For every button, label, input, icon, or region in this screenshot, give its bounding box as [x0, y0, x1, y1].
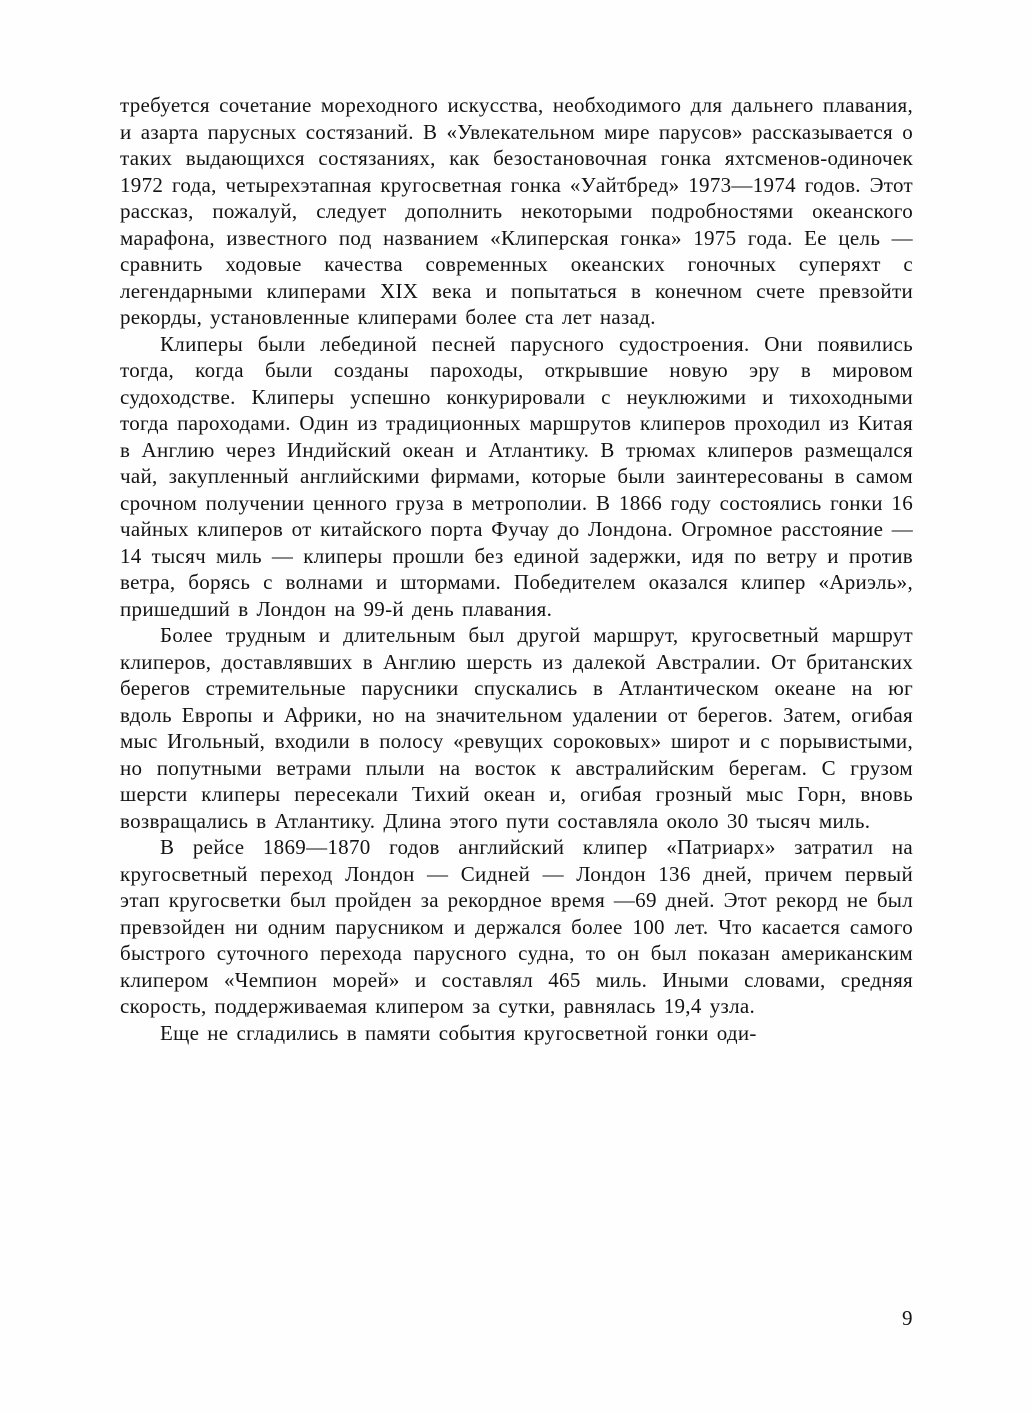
paragraph-4: В рейсе 1869—1870 годов английский клипер «Патриарх» затратил на кругосветный переход Лондон — Сидней — Лондон 136 дней, причем первый этап кругосветки был пройден за рекордное время —69 дней. Этот рекорд не был превзойден ни одним парусником и держался более 100 лет. Что касается самого быстрого суточного перехода парусного судна, то он был показан американским клипером «Чемпион морей» и составлял 465 миль. Иными словами, средняя скорость, поддерживаемая клипером за сутки, равнялась 19,4 узла.	[120, 835, 913, 1018]
page-number: 9	[902, 1306, 913, 1330]
paragraph-1: требуется сочетание мореходного искусства, необходимого для дальнего плавания, и азарта парусных состязаний. В «Увлекательном мире парусов» рассказывается о таких выдающихся состязаниях, как безостановочная гонка яхтсменов-одиночек 1972 года, четырехэтапная кругосветная гонка «Уайтбред» 1973—1974 годов. Этот рассказ, пожалуй, следует дополнить некоторыми подробностями океанского марафона, известного под названием «Клиперская гонка» 1975 года. Ее цель — сравнить ходовые качества современных океанских гоночных суперяхт с легендарными клиперами XIX века и попытаться в конечном счете превзойти рекорды, установленные клиперами более ста лет назад.	[120, 93, 913, 329]
paragraph-3: Более трудным и длительным был другой маршрут, кругосветный маршрут клиперов, доставлявших в Англию шерсть из далекой Австралии. От британских берегов стремительные парусники спускались в Атлантическом океане на юг вдоль Европы и Африки, но на значительном удалении от берегов. Затем, огибая мыс Игольный, входили в полосу «ревущих сороковых» широт и с порывистыми, но попутными ветрами плыли на восток к австралийским берегам. С грузом шерсти клиперы пересекали Тихий океан и, огибая грозный мыс Горн, вновь возвращались в Атлантику. Длина этого пути составляла около 30 тысяч миль.	[120, 623, 913, 833]
text-block	[120, 92, 913, 1046]
paragraph-5: Еще не сгладились в памяти события кругосветной гонки оди-	[160, 1020, 757, 1045]
paragraph-2: Клиперы были лебединой песней парусного судостроения. Они появились тогда, когда были созданы пароходы, открывшие новую эру в мировом судоходстве. Клиперы успешно конкурировали с неуклюжими и тихоходными тогда пароходами. Один из традиционных маршрутов клиперов проходил из Китая в Англию через Индийский океан и Атлантику. В трюмах клиперов размещался чай, закупленный английскими фирмами, которые были заинтересованы в самом срочном получении ценного груза в метрополии. В 1866 году состоялись гонки 16 чайных клиперов от китайского порта Фучау до Лондона. Огромное расстояние —14 тысяч миль — клиперы прошли без единой задержки, идя по ветру и против ветра, борясь с волнами и штормами. Победителем оказался клипер «Ариэль», пришедший в Лондон на 99-й день плавания.	[120, 331, 913, 621]
